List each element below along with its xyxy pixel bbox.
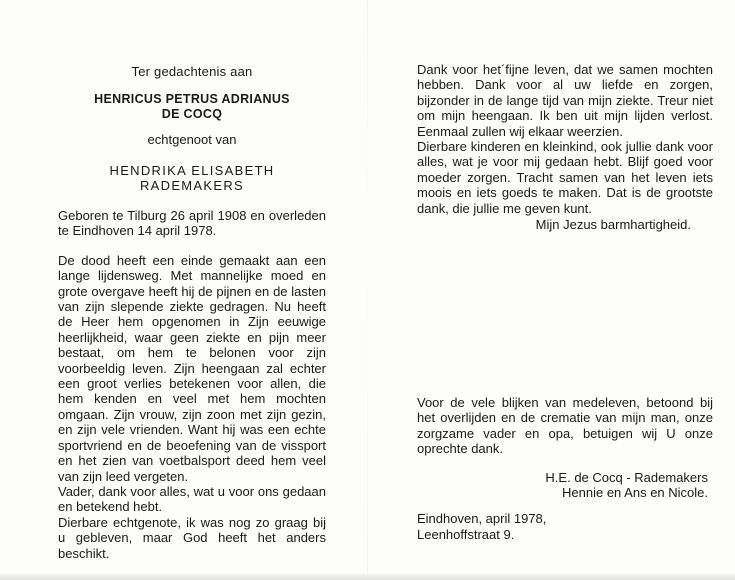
right-page	[417, 62, 713, 232]
place-date: Eindhoven, april 1978,	[417, 511, 547, 526]
address: Leenhoffstraat 9.	[417, 526, 515, 542]
deceased-name-line1: HENRICUS PETRUS ADRIANUS	[94, 92, 290, 106]
thanks-text: Voor de vele blijken van medeleven, betoond bij het overlijden en de crematie van mijn man, onze zorgzame vader en opa, betuigen wij U onze oprechte dank.	[417, 395, 713, 457]
spouse-name: HENDRIKA ELISABETH RADEMAKERS	[109, 163, 275, 193]
birth-death-text: Geboren te Tilburg 26 april 1908 en overleden te Eindhoven 14 april 1978.	[58, 208, 326, 239]
left-body	[58, 253, 326, 561]
left-page	[58, 58, 326, 561]
deceased-name	[58, 92, 326, 122]
spouse-label: echtgenoot van	[147, 132, 237, 147]
right-body-paragraph: Dank voor het´fijne leven, dat we samen mochten hebben. Dank voor al uw liefde en zorgen, bijzonder in de lange tijd van mijn ziekte. Treur niet om mijn heengaan. Ik ben uit mijn lijden verlost. Eenmaal zullen wij elkaar weerzien.	[417, 62, 713, 139]
intro-text: Ter gedachtenis aan	[131, 64, 253, 79]
signature-line2: Hennie en Ans en Nicole.	[562, 485, 708, 501]
right-body-paragraph: Dierbare kinderen en kleinkind, ook jullie dank voor alles, wat je voor mij gedaan hebt. Blijf goed voor moeder zorgen. Tracht samen van het leven iets moois en iets goeds te maken. Dat is de grootste dank, die jullie me geven kunt.	[417, 139, 713, 216]
card-edge	[0, 574, 735, 580]
deceased-name-line2: DE COCQ	[161, 107, 223, 121]
left-body-paragraph: De dood heeft een einde gemaakt aan een lange lijdensweg. Met mannelijke moed en grote overgave heeft hij de pijnen en de lasten van zijn slepende ziekte gedragen. Nu heeft de Heer hem opgenomen in Zijn eeuwige heerlijkheid, waar geen ziekte en pijn meer bestaat, om hem te belonen voor zijn voorbeeldig leven. Zijn heengaan zal echter een groot verlies betekenen voor allen, die hem kenden en veel met hem mochten omgaan. Zijn vrouw, zijn zoon met zijn gezin, en zijn vele vrienden. Want hij was een echte sportvriend en de beoefening van de vissport en het zien van voetbalsport deed hem veel van zijn leed vergeten.	[58, 252, 326, 484]
signature	[417, 470, 713, 501]
left-body-paragraph: Dierbare echtgenote, ik was nog zo graag bij u gebleven, maar God heeft het anders beschikt.	[58, 514, 326, 561]
motto: Mijn Jezus barmhartigheid.	[535, 217, 691, 233]
place-date-address	[417, 511, 713, 542]
thanks-section	[417, 395, 713, 500]
card-fold	[367, 0, 368, 580]
signature-line1: H.E. de Cocq - Rademakers	[545, 469, 708, 485]
left-body-paragraph: Vader, dank voor alles, wat u voor ons gedaan en betekend hebt.	[58, 483, 326, 515]
